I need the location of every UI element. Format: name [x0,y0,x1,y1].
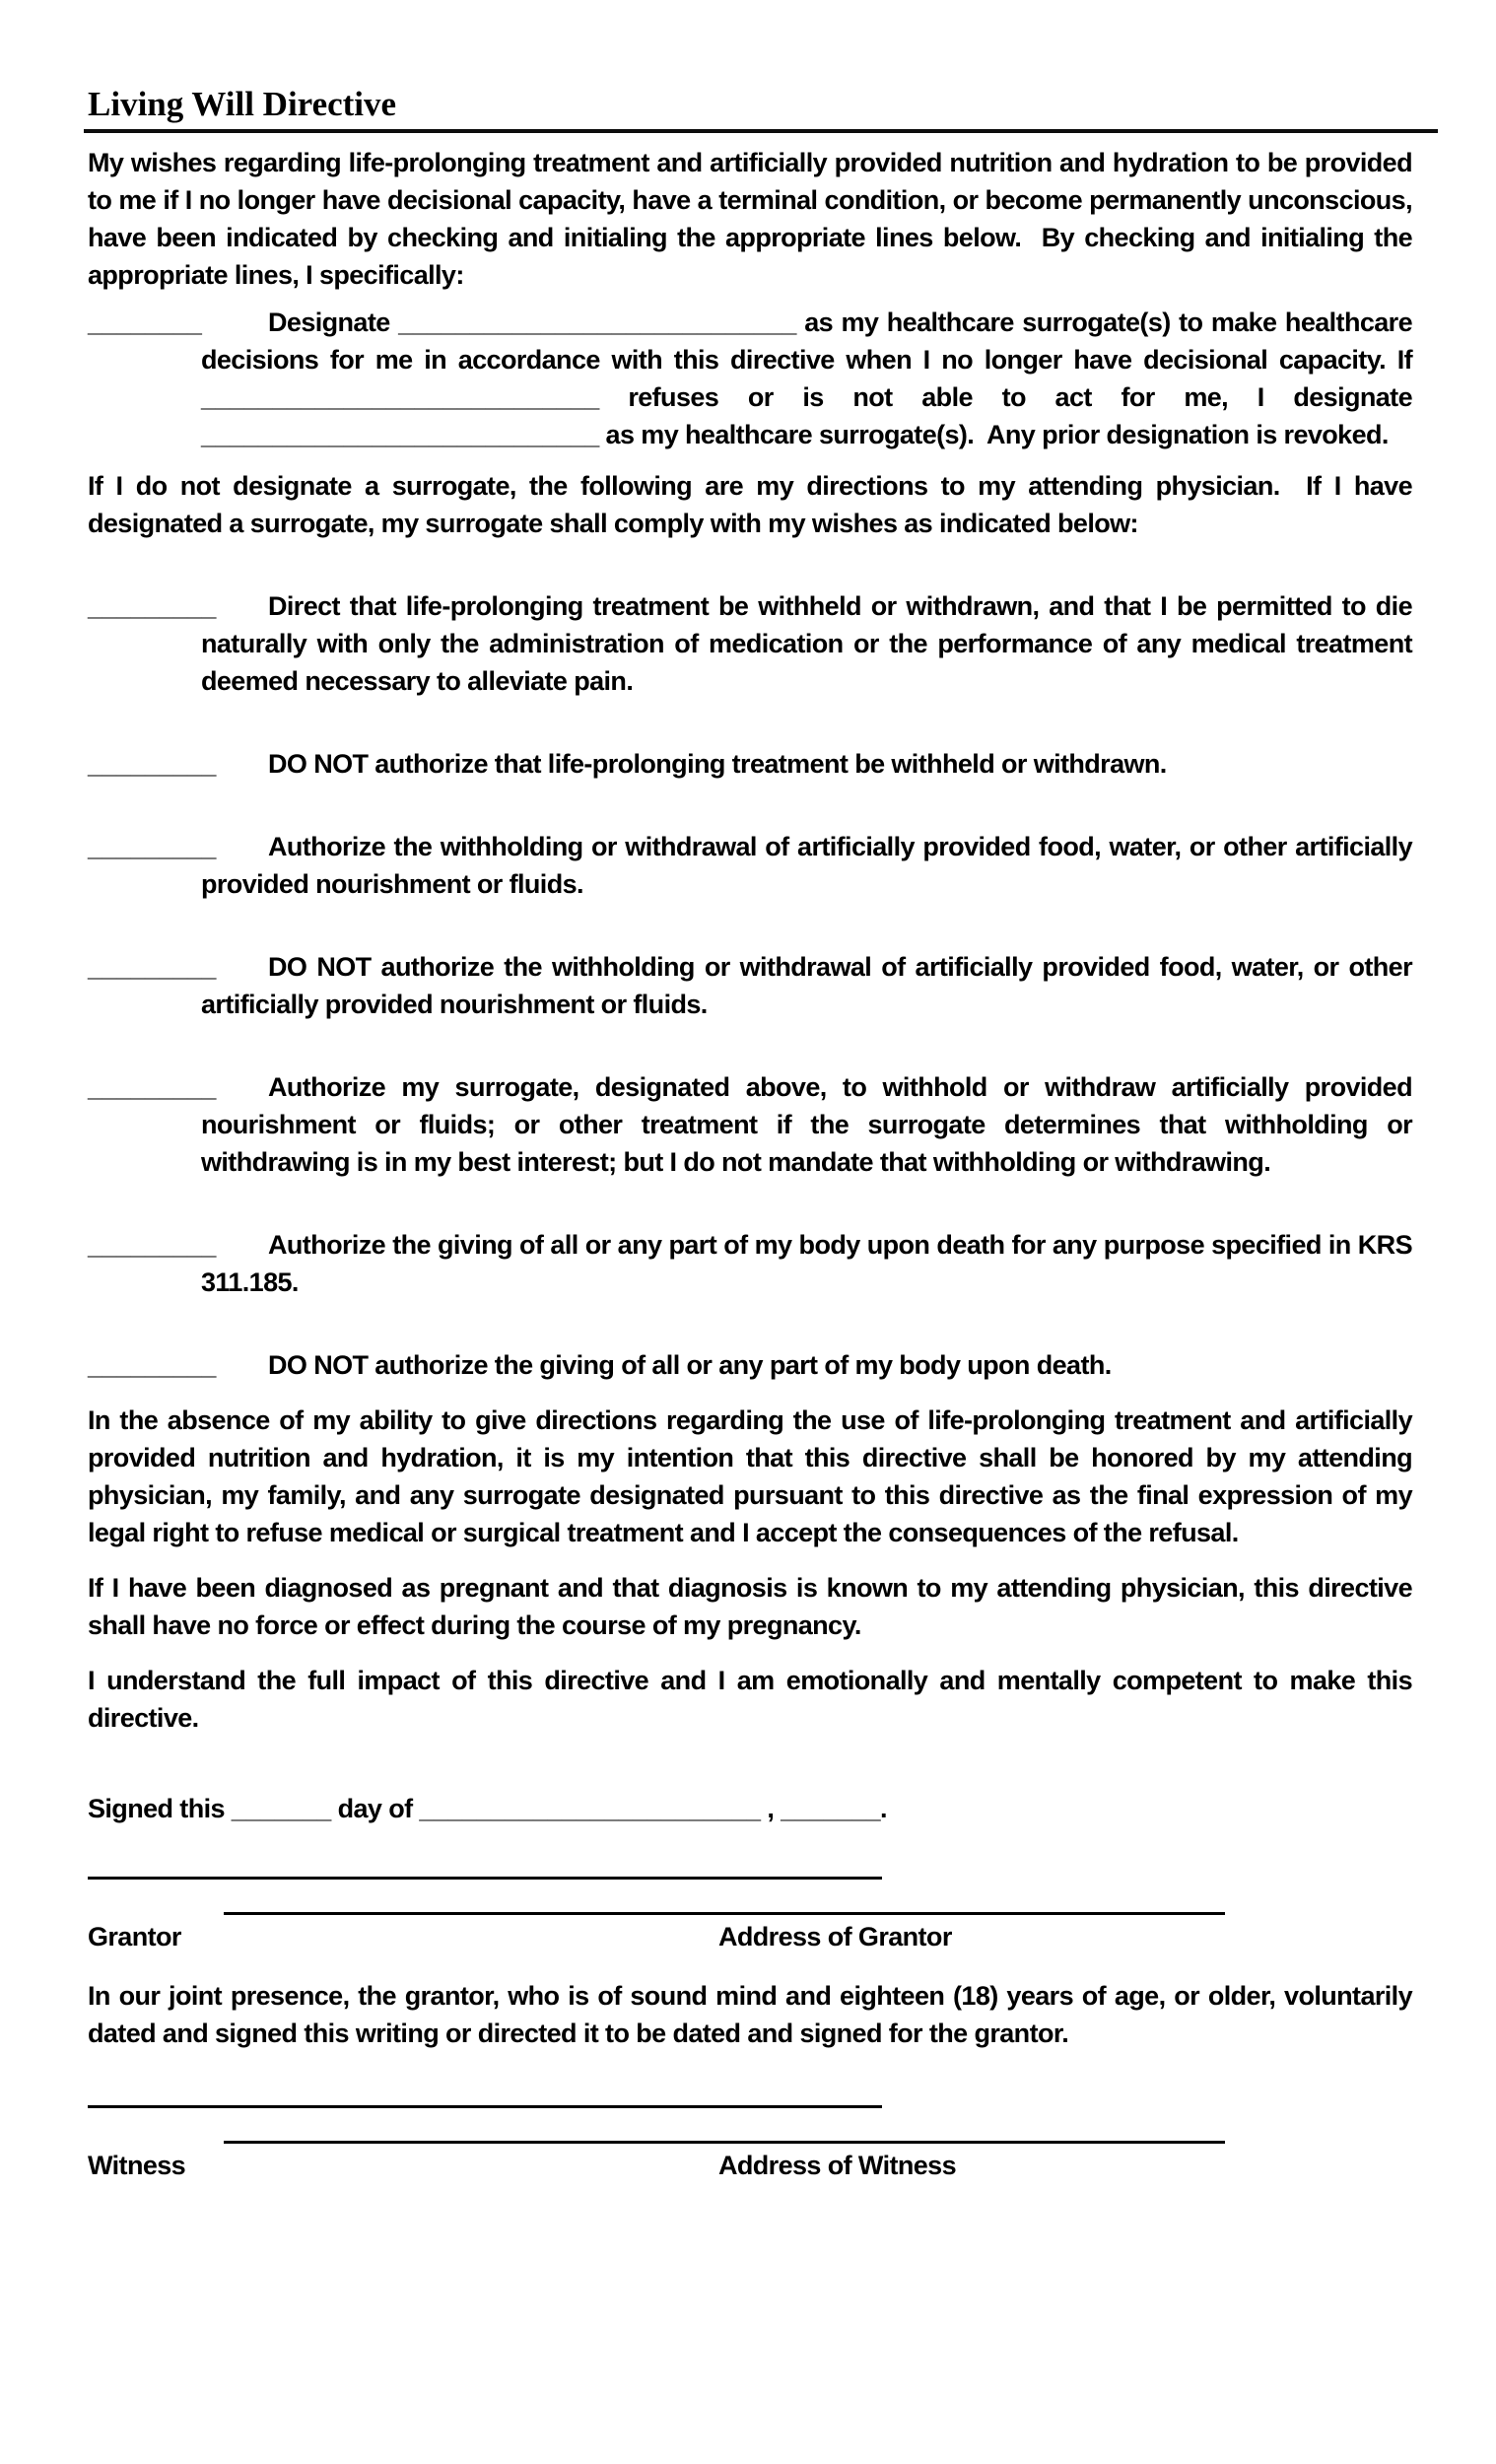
initial-blank-line[interactable]: _________ [88,749,216,779]
item-text: Designate ____________________________ as my healthcare surrogate(s) to make healthcare decisions for me in accordance with this directive when I no longer have decisional capacity. If ____________________________ refuses or is not able to act for me, I designate ____________________________ as my healthcare surrogate(s). Any prior designation is revoked. [201,308,1412,449]
intro-paragraph: My wishes regarding life-prolonging treatment and artificially provided nutrition and hydration to be provided to me if I no longer have decisional capacity, have a terminal condition, or become permanently unconscious, have been indicated by checking and initialing the appropriate lines below. By checking and initialing the appropriate lines, I specifically: [88,148,1412,290]
competency-paragraph: I understand the full impact of this directive and I am emotionally and mentally competent to make this directive. [88,1666,1412,1733]
initial-blank-line[interactable]: _________ [88,1072,216,1102]
initial-blank-line[interactable]: _________ [88,1350,216,1380]
initial-blank-line[interactable]: _________ [88,1230,216,1260]
grantor-address-label: Address of Grantor [718,1922,952,1951]
surrogate-directions-paragraph: If I do not designate a surrogate, the following are my directions to my attending physician. If I have designated a surrogate, my surrogate shall comply with my wishes as indicated below: [88,471,1412,538]
pregnancy-paragraph: If I have been diagnosed as pregnant and that diagnosis is known to my attending physician, this directive shall have no force or effect during the course of my pregnancy. [88,1573,1412,1640]
item-text: Authorize my surrogate, designated above, to withhold or withdraw artificially provided nourishment or fluids; or other treatment if the surrogate determines that withholding or withdrawing is in my best interest; but I do not mandate that withholding or withdrawing. [201,1072,1412,1177]
page-title: Living Will Directive [88,85,397,123]
witness-signature-line[interactable] [88,2105,882,2108]
witness-label: Witness [88,2151,186,2180]
directive-item-designate-surrogate [88,304,1412,453]
directive-item-do-not-withdraw-nutrition [88,948,1412,1023]
item-text: DO NOT authorize that life-prolonging treatment be withheld or withdrawn. [268,749,1167,779]
grantor-signature-line[interactable] [88,1877,882,1880]
grantor-address-line[interactable] [224,1912,1225,1915]
directive-item-do-not-withhold-treatment [88,745,1412,783]
item-text: DO NOT authorize the withholding or withdrawal of artificially provided food, water, or other artificially provided nourishment or fluids. [201,952,1412,1019]
item-text: Direct that life-prolonging treatment be withheld or withdrawn, and that I be permitted to die naturally with only the administration of medication or the performance of any medical treatment deemed necessary to alleviate pain. [201,591,1412,696]
initial-blank-line[interactable]: _________ [88,591,216,621]
grantor-label: Grantor [88,1922,181,1951]
initial-blank-line[interactable]: ________ [88,308,202,337]
grantor-labels-row [88,1918,1412,1955]
directive-item-withhold-treatment [88,587,1412,700]
initial-blank-line[interactable]: _________ [88,952,216,982]
witness-address-label: Address of Witness [718,2151,957,2180]
witness-labels-row [88,2147,1412,2184]
title-underline [84,85,1438,133]
item-text: Authorize the withholding or withdrawal of artificially provided food, water, or other artificially provided nourishment or fluids. [201,832,1412,899]
witness-statement-paragraph: In our joint presence, the grantor, who is of sound mind and eighteen (18) years of age, or older, voluntarily dated and signed this writing or directed it to be dated and signed for the grantor. [88,1981,1412,2048]
directive-item-organ-donation [88,1226,1412,1301]
witness-address-line[interactable] [224,2141,1225,2144]
item-text: DO NOT authorize the giving of all or any part of my body upon death. [268,1350,1112,1380]
item-text: Authorize the giving of all or any part of my body upon death for any purpose specified in KRS 311.185. [201,1230,1412,1297]
directive-item-withdraw-nutrition [88,828,1412,903]
signed-date-line[interactable]: Signed this _______ day of ________________________ , _______. [88,1794,887,1823]
directive-item-no-organ-donation [88,1346,1412,1384]
absence-paragraph: In the absence of my ability to give directions regarding the use of life-prolonging treatment and artificially provided nutrition and hydration, it is my intention that this directive shall be honored by my attending physician, my family, and any surrogate designated pursuant to this directive as the final expression of my legal right to refuse medical or surgical treatment and I accept the consequences of the refusal. [88,1405,1412,1547]
initial-blank-line[interactable]: _________ [88,832,216,861]
directive-item-surrogate-discretion [88,1068,1412,1181]
